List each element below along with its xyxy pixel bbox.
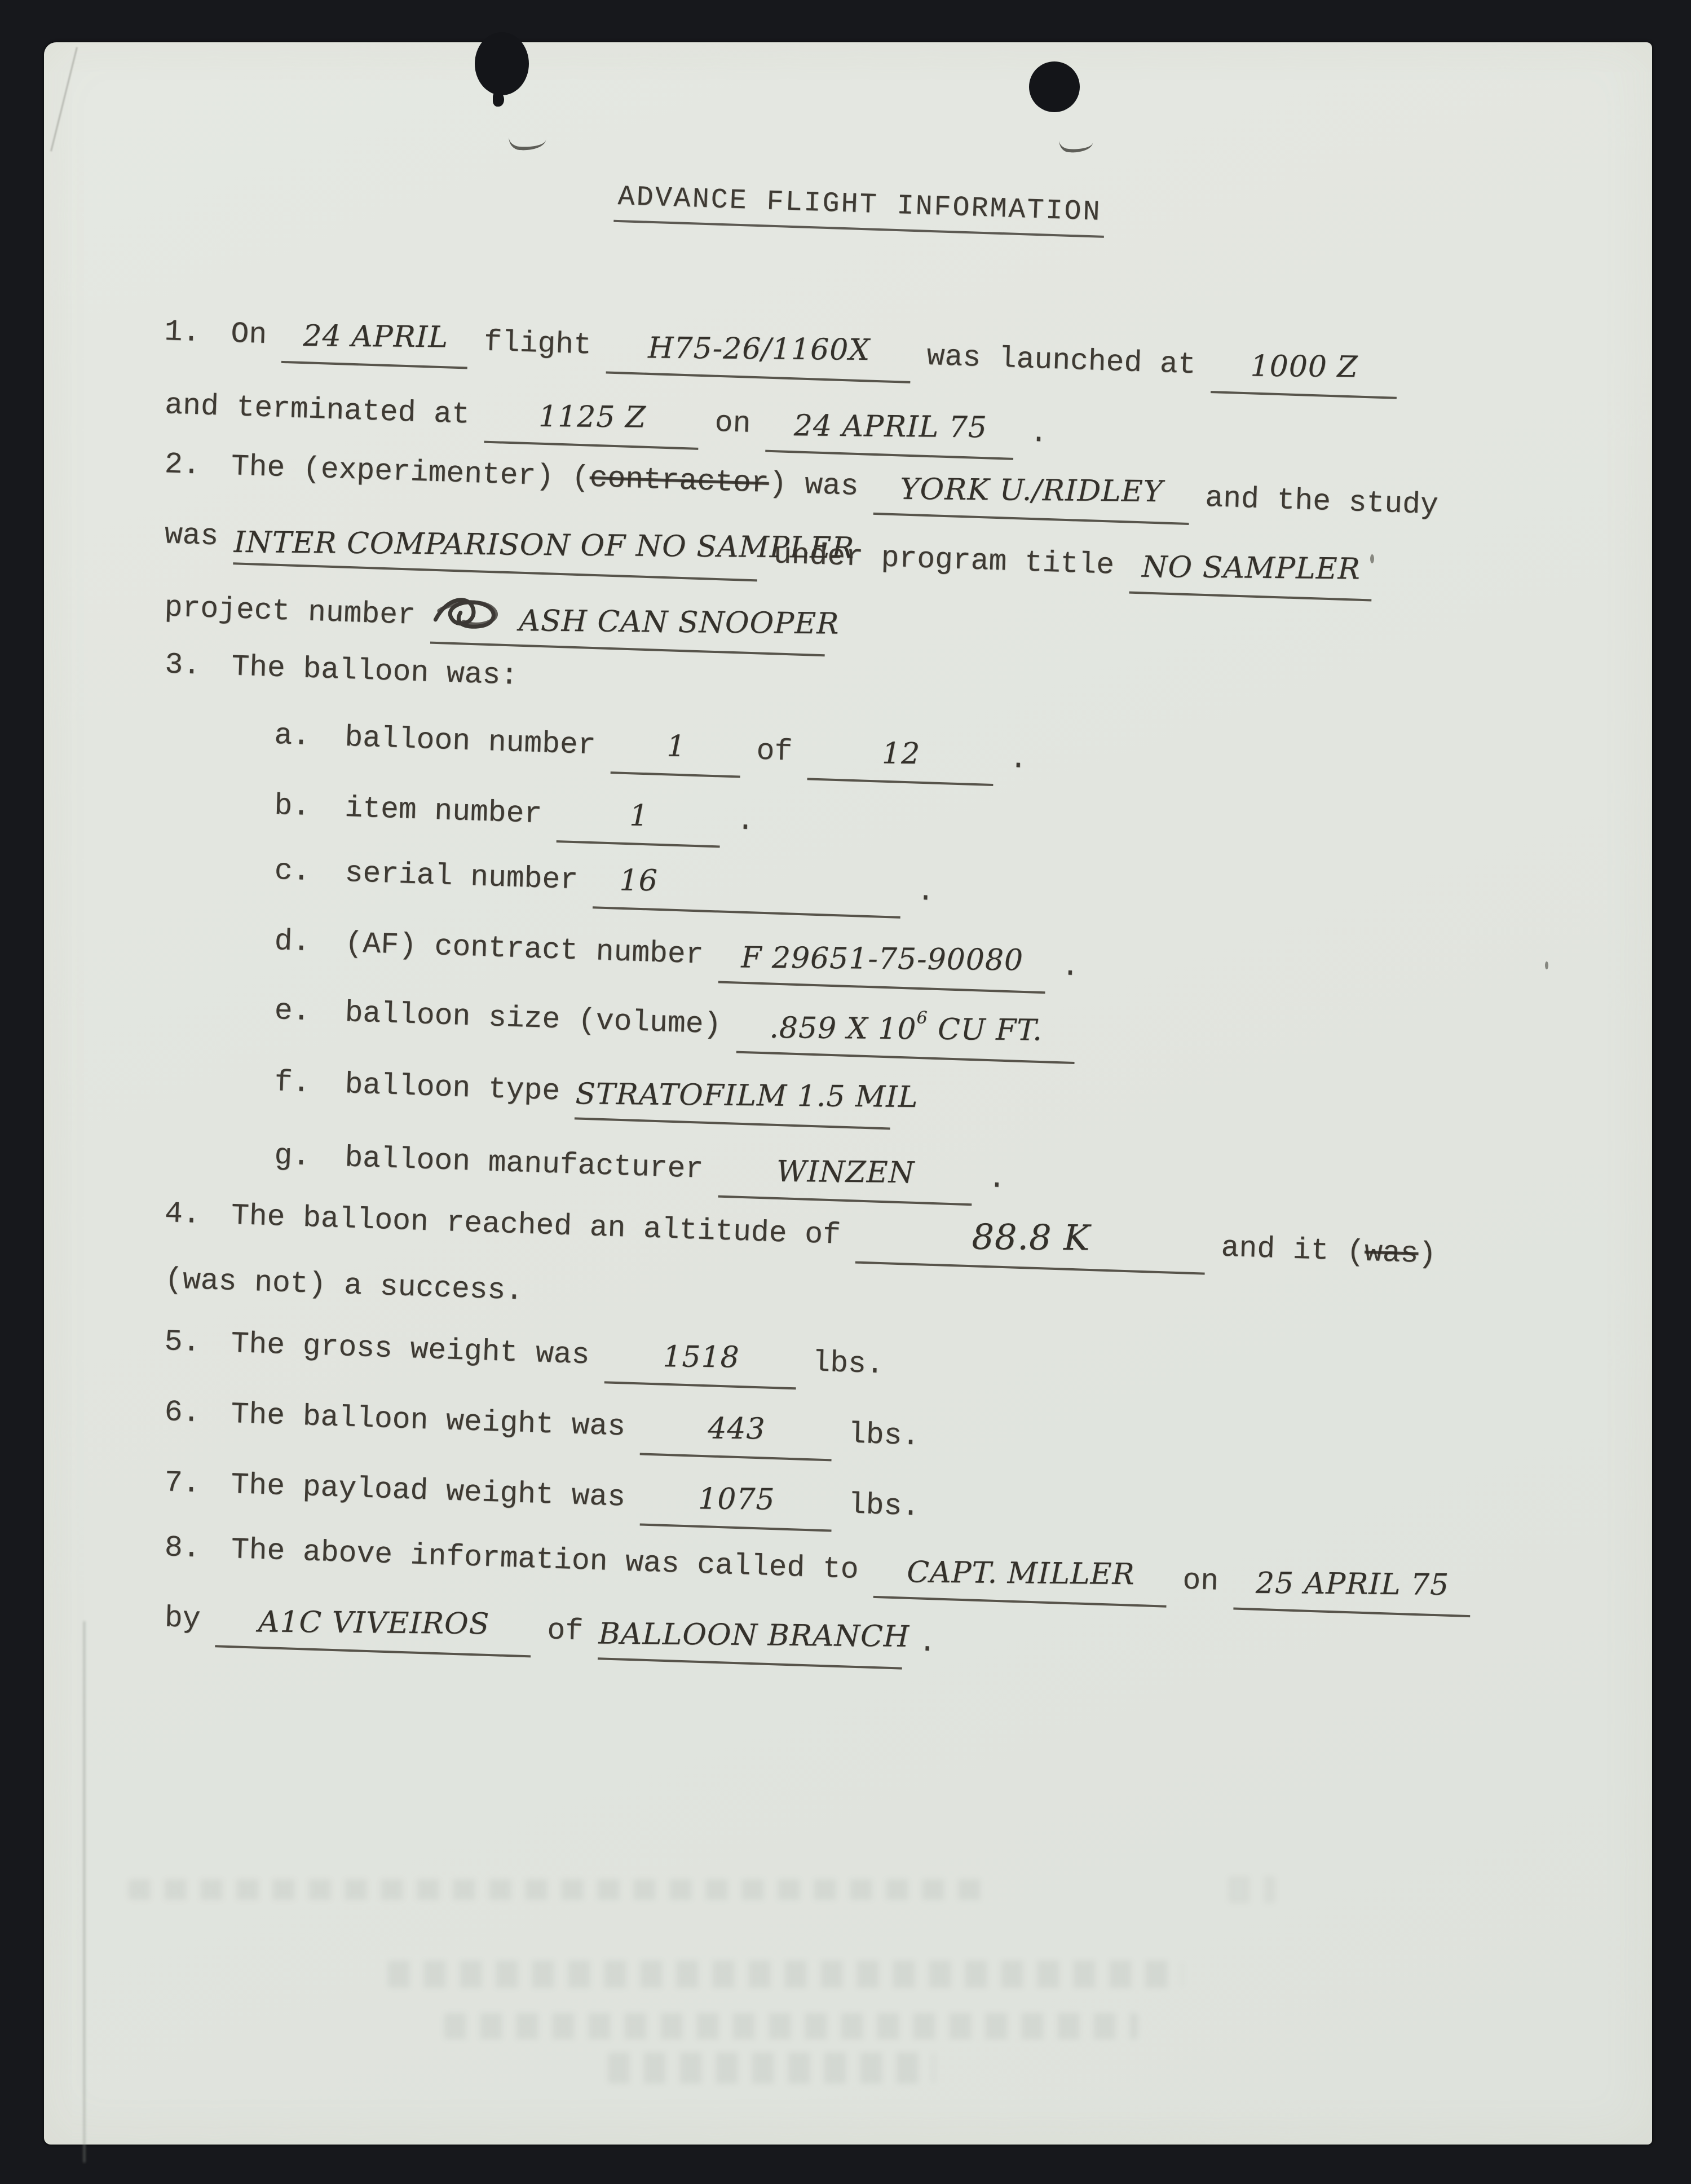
sub-item-letter: d.: [273, 924, 311, 960]
flight-number-field: [606, 330, 912, 383]
scribble-redaction: [430, 592, 516, 635]
program-title-field: [1129, 550, 1372, 602]
document-page: [44, 42, 1652, 2145]
launch-time-field: [1211, 349, 1398, 399]
typed-text: .: [1061, 950, 1080, 985]
typed-text: balloon type: [344, 1067, 561, 1109]
item-number: 8.: [164, 1530, 201, 1566]
struck-word-contractor: contractor: [589, 461, 770, 501]
balloon-number-field: [611, 730, 741, 778]
typed-text: The gross weight was: [230, 1326, 590, 1373]
caller-field: [215, 1603, 532, 1657]
handwritten-serial-number: 16: [619, 863, 659, 898]
handwritten-gross-weight: 1518: [662, 1340, 740, 1375]
handwritten-altitude: 88.8 K: [972, 1216, 1090, 1259]
project-number-field: [430, 592, 840, 657]
sub-item-letter: f.: [273, 1065, 311, 1101]
handwritten-balloon-type: STRATOFILM 1.5 MIL: [575, 1077, 919, 1115]
handwritten-manufacturer: WINZEN: [776, 1154, 915, 1190]
typed-text: ): [1418, 1237, 1437, 1272]
typed-text: .: [987, 1162, 1006, 1197]
typed-text: .: [1029, 416, 1049, 451]
sub-item-letter: a.: [273, 718, 311, 753]
handwritten-termination-time: 1125 Z: [538, 399, 647, 435]
item-number: 6.: [164, 1395, 201, 1431]
handwritten-called-to: CAPT. MILLER: [906, 1555, 1135, 1592]
form-item-2-line-1: [164, 444, 1438, 533]
experimenter-field: [873, 471, 1190, 525]
typed-text: and terminated at: [164, 388, 470, 432]
typed-text: item number: [344, 791, 543, 832]
form-item-3-heading: [164, 645, 519, 701]
typed-text: The above information was called to: [230, 1533, 859, 1587]
balloon-type-field: [575, 1075, 919, 1129]
handwritten-caller: A1C VIVEIROS: [258, 1605, 490, 1642]
organization-field: [598, 1616, 910, 1669]
payload-weight-field: [640, 1482, 833, 1532]
form-item-1-line-1: [164, 312, 1408, 399]
typed-text: The balloon weight was: [230, 1397, 626, 1444]
handwritten-launch-time: 1000 Z: [1250, 349, 1358, 385]
typed-text: by: [164, 1601, 201, 1636]
typed-text: lbs.: [847, 1417, 921, 1454]
typed-text: .: [917, 1625, 937, 1660]
volume-exponent: 6: [916, 1008, 929, 1028]
handwritten-flight-number: H75-26/1160X: [648, 331, 871, 368]
study-field: [233, 520, 855, 581]
balloon-volume-field: [736, 1004, 1075, 1064]
typed-text: was: [164, 518, 219, 554]
typed-text: lbs.: [847, 1488, 921, 1524]
item-number: 2.: [164, 447, 201, 483]
sub-item-letter: b.: [273, 788, 311, 824]
form-item-2-line-3: [164, 583, 840, 656]
handwritten-payload-weight: 1075: [698, 1482, 776, 1517]
typed-text: The balloon reached an altitude of: [231, 1198, 841, 1252]
gross-weight-field: [604, 1339, 797, 1389]
call-date-field: [1233, 1566, 1471, 1618]
item-number: 5.: [164, 1325, 201, 1360]
typed-text: and the study: [1204, 480, 1439, 523]
typed-text: (AF) contract number: [344, 926, 704, 972]
typed-text: project number: [164, 590, 416, 633]
item-number: 7.: [164, 1466, 201, 1501]
typed-text: The payload weight was: [230, 1468, 626, 1515]
struck-word-was: was: [1364, 1235, 1419, 1271]
typed-text: of: [756, 734, 793, 769]
balloon-total-field: [807, 736, 994, 786]
typed-text: on: [714, 405, 752, 441]
handwritten-project-number: ASH CAN SNOOPER: [518, 604, 840, 641]
form-item-3e: [273, 989, 1086, 1064]
typed-text: serial number: [344, 856, 579, 898]
handwritten-termination-date: 24 APRIL 75: [793, 409, 987, 445]
item-number-field: [557, 798, 721, 848]
typed-text: The balloon was:: [231, 650, 519, 693]
altitude-field: [855, 1215, 1206, 1275]
handwritten-launch-date: 24 APRIL: [302, 319, 448, 355]
handwritten-balloon-total: 12: [881, 736, 921, 771]
form-item-7: [164, 1463, 920, 1534]
termination-date-field: [765, 408, 1014, 460]
volume-unit: CU FT.: [938, 1012, 1043, 1048]
typed-text: on: [1182, 1563, 1219, 1599]
sub-item-letter: c.: [273, 853, 311, 889]
typed-text: under program title: [773, 537, 1115, 583]
balloon-manufacturer-field: [718, 1154, 973, 1206]
contract-number-field: [718, 939, 1046, 994]
serial-number-field: [593, 864, 902, 919]
form-item-3g: [273, 1136, 1006, 1207]
typed-text: lbs.: [811, 1345, 885, 1382]
form-item-4-line-2: [164, 1260, 524, 1316]
typed-text: was launched at: [926, 339, 1196, 382]
handwritten-balloon-volume: [769, 1008, 1043, 1048]
form-item-3c: [273, 851, 935, 920]
form-item-8-line-2: [164, 1598, 937, 1670]
called-to-field: [873, 1554, 1167, 1608]
item-number: 4.: [164, 1197, 201, 1232]
balloon-weight-field: [640, 1411, 833, 1461]
handwritten-balloon-weight: 443: [708, 1411, 766, 1446]
typed-text: .: [916, 874, 935, 909]
sub-item-letter: e.: [273, 994, 311, 1029]
typed-text: balloon number: [344, 720, 597, 763]
typed-text: balloon size (volume): [344, 996, 722, 1042]
handwritten-balloon-number: 1: [666, 729, 686, 764]
handwritten-call-date: 25 APRIL 75: [1255, 1566, 1450, 1602]
handwritten-organization: BALLOON BRANCH: [598, 1617, 910, 1654]
typed-text: .: [736, 804, 755, 839]
form-item-3f: [273, 1062, 919, 1130]
form-item-6: [164, 1392, 920, 1464]
typed-text: balloon manufacturer: [344, 1141, 704, 1186]
handwritten-item-number: 1: [629, 798, 650, 833]
form-item-3d: [273, 921, 1080, 995]
form-item-3a: [273, 716, 1028, 787]
item-number: 1.: [164, 315, 201, 350]
sub-item-letter: g.: [273, 1139, 311, 1174]
handwritten-study: INTER COMPARISON OF NO SAMPLER: [233, 525, 855, 566]
typed-text: (was not) a success.: [164, 1263, 524, 1308]
handwritten-contract-number: F 29651-75-90080: [741, 941, 1024, 978]
typed-text: On: [230, 316, 268, 352]
typed-text: The (experimenter) (: [230, 449, 590, 495]
volume-base: .859 X 10: [769, 1011, 917, 1047]
typed-text: and it (: [1220, 1230, 1365, 1269]
typed-text: of: [546, 1613, 584, 1649]
typed-content: [0, 42, 1652, 2184]
form-item-5: [164, 1322, 885, 1392]
handwritten-experimenter: YORK U./RIDLEY: [900, 472, 1164, 509]
form-item-3b: [273, 786, 755, 849]
launch-date-field: [281, 319, 469, 369]
typed-text: ) was: [768, 466, 859, 504]
item-number: 3.: [164, 647, 202, 683]
termination-time-field: [484, 399, 700, 450]
handwritten-program-title: NO SAMPLER: [1141, 550, 1361, 586]
typed-text: .: [1009, 742, 1028, 776]
page-title: ADVANCE FLIGHT INFORMATION: [613, 181, 1105, 238]
typed-text: flight: [483, 325, 592, 363]
